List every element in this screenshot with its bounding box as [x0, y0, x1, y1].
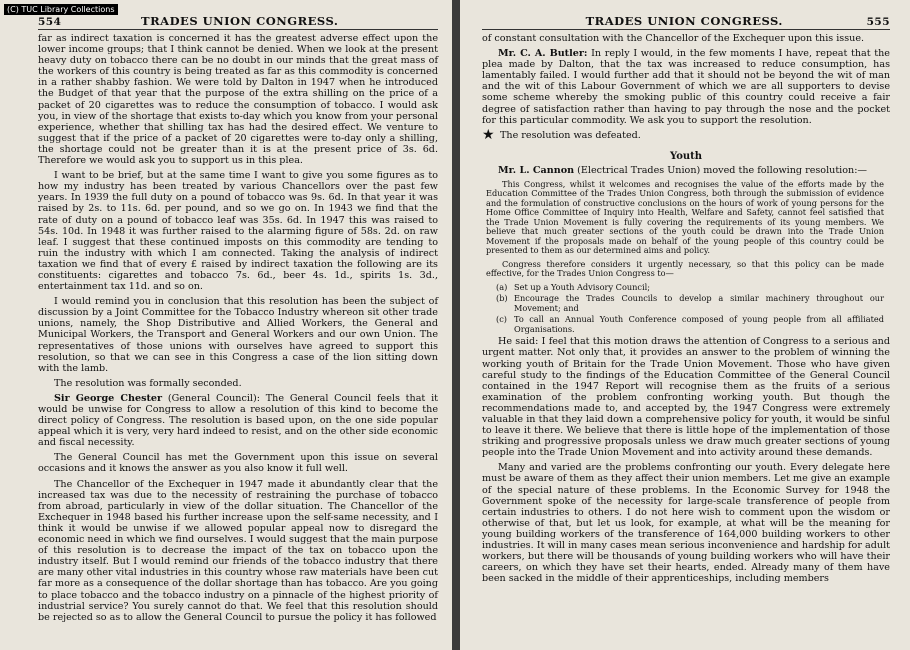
resolution-text: [482, 180, 890, 335]
resolution-item: [496, 283, 884, 293]
right-page-header: [482, 14, 890, 30]
speech-text: (General Council): The General Council feels that it would be unwise for Congress to allow a resolution of this kind to become the direct policy of Congress. The resolution is based upon, on the one side popular appeal which it is very, very hard indeed to resist, and on the other side economic and fiscal necessity.: [38, 392, 438, 449]
item-label: (b): [496, 293, 508, 304]
item-text: Set up a Youth Advisory Council;: [514, 281, 651, 292]
left-page: [0, 0, 452, 650]
speech-text: (Electrical Trades Union) moved the following resolution:—: [577, 164, 868, 176]
speech-cannon: [482, 165, 890, 176]
item-text: Encourage the Trades Councils to develop a similar machinery throughout our Movement; and: [514, 293, 884, 313]
speech-chester: [38, 393, 438, 448]
paragraph: Many and varied are the problems confronting our youth. Every delegate here must be aware of them as they affect their union members. Let me give an example of the special nature of these problems. In the Economic Survey for 1948 the Government spoke of the necessity for large-scale transference of people from certain industries to others. I do not here wish to comment upon the wisdom or otherwise of that, but let us look, for example, at what will be the meaning for young building workers of the transference of 164,000 building workers to other industries. It will in many cases mean serious inconvenience and hardship for adult workers, but there will be thousands of young building workers who will have their careers, on which they have set their hearts, ended. Already many of them have been sacked in the middle of their apprenticeships, including members: [482, 462, 890, 585]
resolution-paragraph: This Congress, whilst it welcomes and recognises the value of the efforts made by the Education Committee of the Trades Union Congress, both through the submission of evidence and the formulation of constructive conclusions on the hours of work of young persons for the Home Office Committee of Inquiry into Health, Welfare and Safety, cannot feel satisfied that the Trade Union Movement is fully covering the requirements of its young members. We believe that much greater sections of the youth could be drawn into the Trade Union Movement if the proposals made on behalf of the young people of this country could be presented to them as our determined aims and policy.: [486, 178, 884, 256]
book-gutter: [452, 0, 460, 650]
speech-butler: [482, 48, 890, 126]
speech-text: In reply I would, in the few moments I have, repeat that the plea made by Dalton, that the tax was increased to reduce consumption, has lamentably failed. I would further add that it should not be beyond the wit of man and the wit of this Labour Government of which we are all supporters to devise some scheme whereby the smoking public of this country could receive a fair degree of satisfaction rather than having to pay through the nose and the pocket for this particular commodity. We ask you to support the resolution.: [482, 48, 890, 126]
copyright-notice: (C) TUC Library Collections: [4, 4, 118, 15]
outcome-text: The resolution was defeated.: [500, 129, 641, 141]
speaker-name: Sir George Chester: [54, 392, 163, 404]
resolution-outcome: [482, 126, 890, 143]
paragraph: I would remind you in conclusion that this resolution has been the subject of discussion by a Joint Committee for the Tobacco Industry whereon sit other trade unions, namely, the Shop Distributive and Allied Workers, the General and Municipal Workers, the Transport and General Workers and our own Union. The representatives of those unions with ourselves have agreed to support this resolution, so that we can see in this Congress a case of the lion sitting down with the lamb.: [38, 296, 438, 374]
left-page-header: [38, 14, 438, 30]
resolution-item: [496, 315, 884, 334]
paragraph: The Chancellor of the Exchequer in 1947 made it abundantly clear that the increased tax was due to the necessity of restraining the purchase of tobacco from abroad, particularly in view of the dollar situation. The Chancellor of the Exchequer in 1948 based his further increase upon the self-same necessity, and I think it would be unwise if we allowed popular appeal now to disregard the economic need in which we find ourselves. I would suggest that the main purpose of this resolution is to decrease the impact of the tax on tobacco upon the industry itself. But I would remind our friends of the tobacco industry that there are many other vital industries in this country whose raw materials have been cut far more as a consequence of the dollar shortage than has tobacco. Are you going to place tobacco and the tobacco industry on a pinnacle of the highest priority of industrial service? You surely cannot do that. We feel that this resolution should be rejected so as to allow the General Council to pursue the policy it has followed: [38, 478, 438, 623]
left-page-number: 554: [38, 16, 62, 28]
item-label: (c): [496, 314, 507, 325]
left-running-head: TRADES UNION CONGRESS.: [141, 14, 339, 28]
speaker-name: Mr. L. Cannon: [498, 164, 575, 176]
item-text: To call an Annual Youth Conference composed of young people from all affiliated Organisations.: [514, 314, 884, 334]
paragraph: far as indirect taxation is concerned it has the greatest adverse effect upon the lower income groups; that I think cannot be denied. When we look at the present heavy duty on tobacco there can be no doubt in our minds that the great mass of the workers of this country is being treated as far as this commodity is concerned in a rather shabby fashion. We were told by Dalton in 1947 when he introduced the Budget of that year that the purpose of the extra shilling on the price of a packet of 20 cigarettes was to reduce the consumption of tobacco. I would ask you, in view of the shortage that exists to-day which you know from your personal experience, whether that shilling tax has had the desired effect. We venture to suggest that if the price of a packet of 20 cigarettes were to-day only a shilling, the shortage could not be greater than it is at the present price of 3s. 6d. Therefore we would ask you to support us in this plea.: [38, 33, 438, 167]
resolution-item: [496, 294, 884, 313]
section-title: Youth: [669, 150, 703, 162]
paragraph: I want to be brief, but at the same time I want to give you some figures as to how my industry has been treated by various Chancellors over the past few years. In 1939 the full duty on a pound of tobacco was 9s. 6d. In that year it was raised by 2s. to 11s. 6d. per pound, and so we go on. In 1943 we find that the rate of duty on a pound of tobacco leaf was 35s. 6d. In 1947 this was raised to 54s. 10d. In 1948 it was further raised to the alarming figure of 58s. 2d. on raw leaf. I suggest that these continued imposts on this commodity are tending to ruin the industry with which I am connected. Taking the analysis of indirect taxation we find that of every £ raised by indirect taxation the following are its constituents: cigarettes and tobacco 7s. 6d., beer 4s. 1d., spirits 1s. 3d., entertainment tax 11d. and so on.: [38, 170, 438, 293]
right-page: [460, 0, 910, 650]
star-icon: ★: [482, 126, 495, 143]
resolution-paragraph: Congress therefore considers it urgently necessary, so that this policy can be made effective, for the Trades Union Congress to—: [486, 258, 884, 279]
item-label: (a): [496, 281, 508, 292]
paragraph: The resolution was formally seconded.: [54, 377, 242, 389]
paragraph: of constant consultation with the Chancellor of the Exchequer upon this issue.: [482, 33, 865, 44]
speaker-name: Mr. C. A. Butler:: [498, 48, 588, 60]
right-running-head: TRADES UNION CONGRESS.: [585, 14, 783, 28]
paragraph: He said: I feel that this motion draws the attention of Congress to a serious and urgent matter. Not only that, it provides an answer to the problem of winning the working youth of Britain for the Trade Union Movement. Those who have given careful study to the findings of the Education Committee of the General Council contained in the 1947 Report will recognise them as the fruits of a serious examination of the problem confronting working youth. But though the recommendations made to, and accepted by, the 1947 Congress were extremely valuable in that they laid down a comprehensive policy for youth, it would be sinful to leave it there. We believe that there is little hope of the implementation of those striking and progressive proposals unless we draw much greater sections of young people into the Trade Union Movement and into activity around these demands.: [482, 336, 890, 459]
right-page-number: 555: [866, 16, 890, 28]
paragraph: The General Council has met the Government upon this issue on several occasions and it knows the answer as you also know it full well.: [38, 452, 438, 475]
